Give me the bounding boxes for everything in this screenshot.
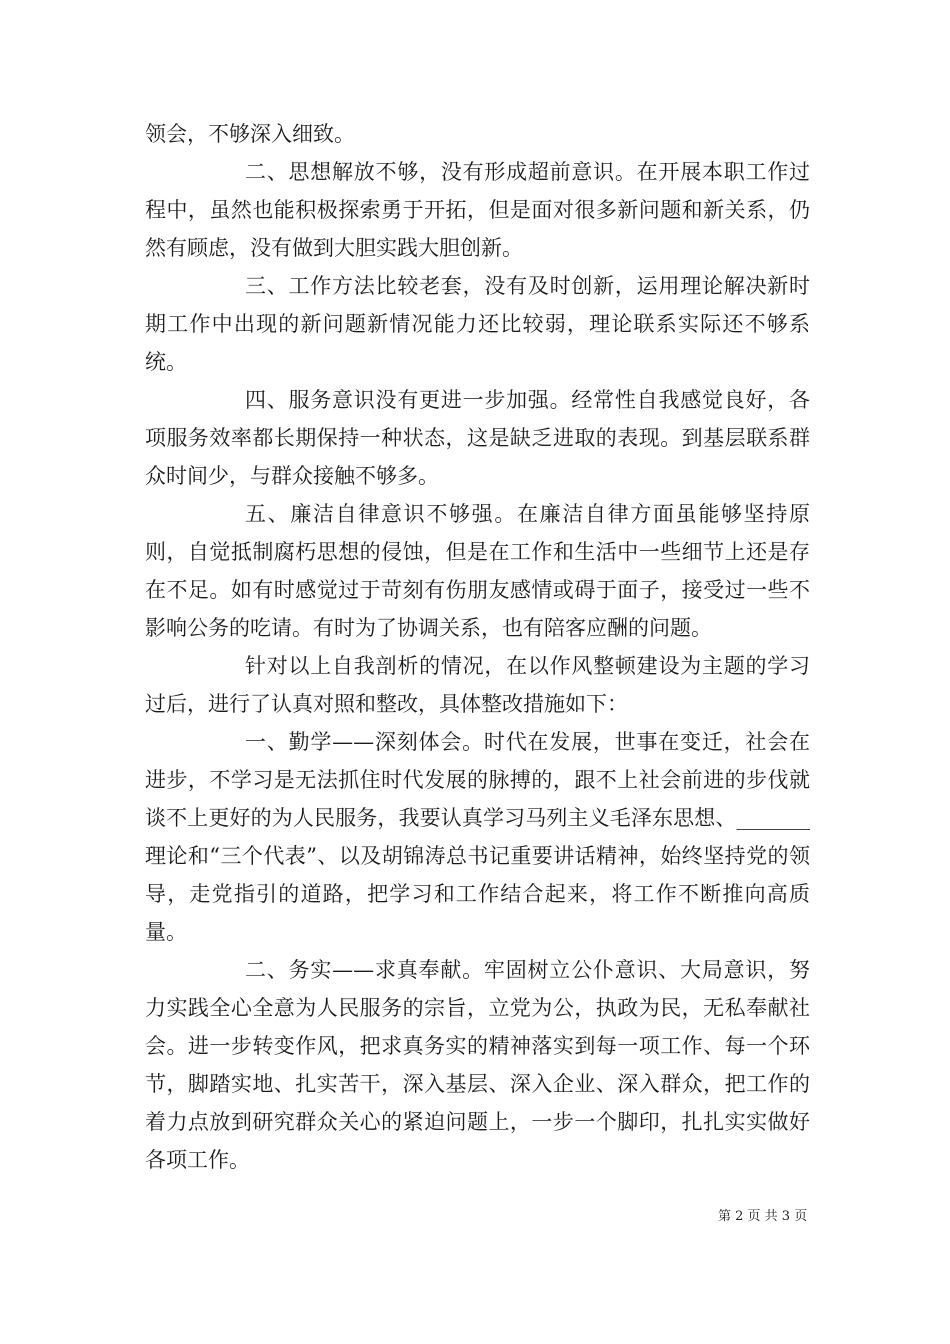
paragraph-point-2: 二、思想解放不够，没有形成超前意识。在开展本职工作过程中，虽然也能积极探索勇于开拓，但是面对很多新问题和新关系，仍然有顾虑，没有做到大胆实践大胆创新。 — [145, 160, 810, 260]
paragraph-point-3: 三、工作方法比较老套，没有及时创新，运用理论解决新时期工作中出现的新问题新情况能力还比较弱，理论联系实际还不够系统。 — [145, 274, 810, 374]
paragraph-point-4: 四、服务意识没有更进一步加强。经常性自我感觉良好，各项服务效率都长期保持一种状态，这是缺乏进取的表现。到基层联系群众时间少，与群众接触不够多。 — [145, 388, 810, 488]
document-body — [145, 115, 810, 1179]
paragraph-measure-2: 二、务实——求真奉献。牢固树立公仆意识、大局意识，努力实践全心全意为人民服务的宗旨，立党为公，执政为民，无私奉献社会。进一步转变作风，把求真务实的精神落实到每一项工作、每一个环节，脚踏实地、扎实苦干，深入基层、深入企业、深入群众，把工作的着力点放到研究群众关心的紧迫问题上，一步一个脚印，扎扎实实做好各项工作。 — [145, 958, 810, 1172]
paragraph-point-5: 五、廉洁自律意识不够强。在廉洁自律方面虽能够坚持原则，自觉抵制腐朽思想的侵蚀，但是在工作和生活中一些细节上还是存在不足。如有时感觉过于苛刻有伤朋友感情或碍于面子，接受过一些不影响公务的吃请。有时为了协调关系，也有陪客应酬的问题。 — [145, 502, 810, 640]
paragraph-continuation: 领会，不够深入细致。 — [145, 122, 355, 146]
page-footer: 第 2 页 共 3 页 — [718, 1209, 808, 1224]
paragraph-measure-1: 一、勤学——深刻体会。时代在发展，世事在变迁，社会在进步，不学习是无法抓住时代发展的脉搏的，跟不上社会前进的步伐就谈不上更好的为人民服务，我要认真学习马列主义毛泽东思想、_______理论和“三个代表”、以及胡锦涛总书记重要讲话精神，始终坚持党的领导，走党指引的道路，把学习和工作结合起来，将工作不断推向高质量。 — [145, 730, 810, 944]
paragraph-intro-measures: 针对以上自我剖析的情况，在以作风整顿建设为主题的学习过后，进行了认真对照和整改，具体整改措施如下： — [145, 654, 810, 716]
